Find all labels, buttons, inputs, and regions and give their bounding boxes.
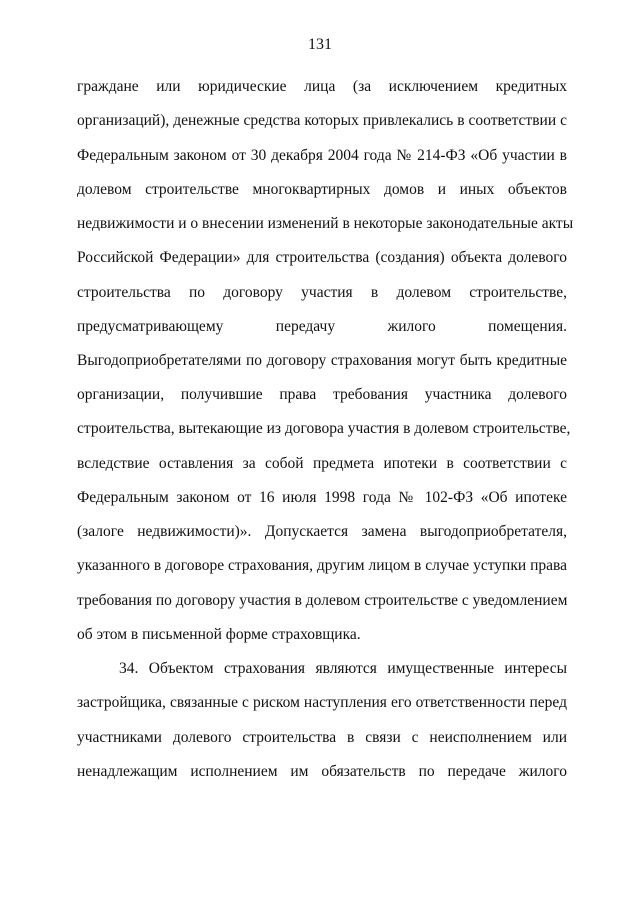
text-line: участниками долевого строительства в связи с неисполнением или: [77, 729, 567, 746]
text-line: Российской Федерации» для строительства (создания) объекта долевого: [77, 249, 567, 266]
text-line: строительства, вытекающие из договора участия в долевом строительстве,: [77, 420, 571, 437]
text-line: требования по договору участия в долевом строительстве с уведомлением: [77, 592, 568, 609]
text-line: указанного в договоре страхования, другим лицом в случае уступки права: [77, 557, 567, 574]
text-line: строительства по договору участия в долевом строительстве,: [77, 284, 567, 301]
text-line: (залоге недвижимости)». Допускается замена выгодоприобретателя,: [77, 523, 567, 540]
text-line: застройщика, связанные с риском наступления его ответственности перед: [77, 694, 567, 711]
page-number: 131: [308, 36, 332, 53]
paragraph-first-line: 34. Объектом страхования являются имущественные интересы: [119, 660, 567, 677]
text-line: организации, получившие права требования участника долевого: [77, 386, 567, 403]
text-line: Федеральным законом от 30 декабря 2004 года № 214-ФЗ «Об участии в: [77, 147, 567, 164]
text-line: ненадлежащим исполнением им обязательств по передаче жилого: [77, 763, 567, 780]
text-line: Выгодоприобретателями по договору страхования могут быть кредитные: [77, 352, 567, 369]
text-line: предусматривающему передачу жилого помещения.: [77, 318, 567, 335]
text-line: организаций), денежные средства которых привлекались в соответствии с: [77, 112, 567, 129]
text-line: Федеральным законом от 16 июля 1998 года № 102-ФЗ «Об ипотеке: [77, 489, 567, 506]
text-line: вследствие оставления за собой предмета ипотеки в соответствии с: [77, 455, 567, 472]
text-line: недвижимости и о внесении изменений в некоторые законодательные акты: [77, 215, 574, 232]
text-line: граждане или юридические лица (за исключением кредитных: [77, 78, 567, 95]
text-line: об этом в письменной форме страховщика.: [77, 626, 361, 643]
text-line: долевом строительстве многоквартирных домов и иных объектов: [77, 181, 567, 198]
